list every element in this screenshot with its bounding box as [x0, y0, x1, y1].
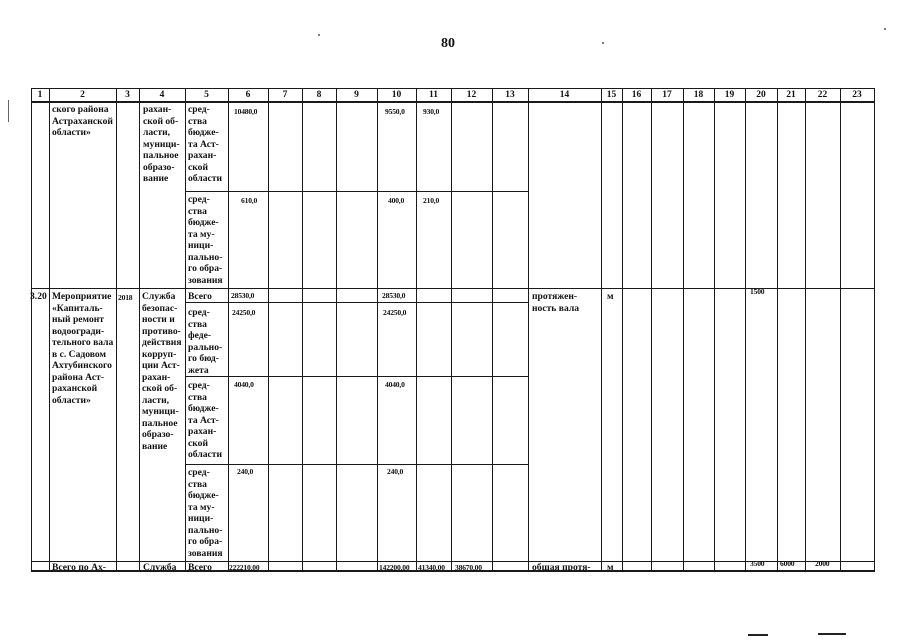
funding-source-line: области — [188, 449, 223, 460]
funding-source-line: та му- — [188, 501, 215, 513]
executor-line: корруп- — [142, 348, 177, 360]
column-header: 15 — [606, 90, 617, 100]
amount-cell: 38670,00 — [455, 563, 482, 572]
grid-line — [116, 88, 117, 570]
executor-line: ласти, — [143, 127, 171, 138]
column-header: 5 — [204, 90, 209, 100]
grid-line — [185, 464, 529, 465]
executor-line: ции Аст- — [142, 360, 180, 371]
indicator-line: общая протя- — [532, 562, 591, 573]
target-value: 1500 — [750, 287, 765, 296]
grid-line — [451, 88, 452, 570]
funding-source-line: сред- — [188, 467, 210, 478]
measure-name-line: водоогради- — [52, 325, 105, 337]
amount-cell: 610,0 — [241, 196, 258, 205]
grid-line — [139, 88, 140, 570]
grid-line — [49, 88, 50, 570]
funding-source-line: зования — [188, 274, 223, 286]
amount-cell: 222210,00 — [229, 563, 260, 572]
amount-cell: 142200,00 — [379, 563, 410, 572]
column-header: 18 — [693, 90, 704, 100]
amount-cell: 930,0 — [423, 107, 440, 116]
funding-source-line: ства — [188, 391, 207, 403]
funding-source-line: та Аст- — [188, 138, 219, 150]
grid-line — [185, 88, 186, 570]
measure-name-line: в с. Садовом — [52, 348, 107, 360]
funding-source-line: ства — [188, 205, 207, 217]
funding-source-line: сред- — [188, 104, 210, 115]
scan-speck — [602, 42, 604, 44]
indicator-line: протяжен- — [532, 291, 578, 302]
funding-source-line: области — [188, 173, 223, 184]
measure-name-line: ный ремонт — [52, 314, 104, 325]
funding-source-line: жета — [188, 364, 209, 376]
amount-cell: 28530,0 — [231, 291, 255, 300]
executor-line: рахан- — [143, 104, 172, 115]
scan-edge-mark — [748, 634, 768, 636]
executor-line: муници- — [143, 138, 180, 150]
amount-cell: 9550,0 — [385, 107, 405, 116]
executor-line: ласти, — [142, 394, 170, 406]
measure-name-line: Мероприятие — [52, 291, 112, 302]
amount-cell: 240,0 — [387, 467, 404, 476]
amount-cell: 28530,0 — [382, 291, 406, 300]
funding-source-line: бюдже- — [188, 217, 219, 228]
amount-cell: 24250,0 — [383, 308, 407, 317]
column-header: 12 — [466, 90, 477, 100]
amount-cell: 210,0 — [423, 196, 440, 205]
column-header: 17 — [662, 90, 672, 100]
funding-source-line: рахан- — [188, 426, 217, 437]
target-value: 2000 — [815, 559, 830, 568]
grid-line — [302, 88, 303, 570]
funding-source-line: та Аст- — [188, 414, 219, 426]
column-header: 23 — [852, 90, 862, 100]
grid-line — [31, 88, 875, 89]
amount-cell: 4040,0 — [385, 380, 405, 389]
executor-line: муници- — [142, 406, 179, 417]
funding-total-label: Всего — [188, 291, 212, 302]
funding-source-line: бюдже- — [188, 490, 219, 501]
grid-line — [377, 88, 378, 570]
measure-name-line: области» — [52, 394, 91, 406]
column-header: 2 — [80, 90, 85, 100]
column-header: 8 — [316, 90, 322, 100]
executor-line: пальное — [143, 150, 179, 161]
total-label: Всего по Ах- — [52, 562, 106, 573]
executor-line: вание — [143, 173, 169, 184]
funding-source-line: ници- — [188, 240, 214, 251]
grid-line — [185, 191, 529, 192]
program-name-line: ского района — [52, 104, 109, 115]
funding-source-line: сред- — [188, 307, 210, 318]
executor-line: образо- — [143, 161, 175, 173]
scan-margin-mark — [8, 100, 9, 122]
column-header: 16 — [631, 90, 642, 100]
column-header: 14 — [559, 90, 570, 100]
executor-line: безопас- — [142, 302, 178, 314]
executor-line: ской об- — [143, 115, 179, 127]
grid-line — [683, 88, 684, 570]
item-number: 3.20 — [30, 291, 47, 302]
funding-source-line: сред- — [188, 194, 210, 205]
grid-line — [651, 88, 652, 570]
measure-name-line: «Капиталь- — [52, 302, 103, 314]
grid-line — [185, 376, 529, 377]
grid-line — [714, 88, 715, 570]
grid-line — [416, 88, 417, 570]
funding-source-line: ской — [188, 437, 208, 449]
funding-source-line: рально- — [188, 341, 223, 353]
amount-cell: 400,0 — [388, 196, 405, 205]
column-header: 13 — [505, 90, 515, 100]
column-header: 19 — [724, 90, 735, 100]
column-header: 3 — [125, 90, 130, 100]
column-header: 22 — [817, 90, 828, 100]
measure-name-line: раханской — [52, 383, 98, 394]
measure-name-line: тельного вала — [52, 337, 114, 348]
funding-source-line: зования — [188, 547, 223, 559]
measure-name-line: Ахтубинского — [52, 360, 112, 371]
funding-total-label: Всего — [188, 562, 212, 573]
funding-source-line: пально- — [188, 524, 223, 536]
funding-source-line: бюдже- — [188, 403, 219, 414]
amount-cell: 4040,0 — [234, 380, 254, 389]
executor-line: действия — [142, 337, 182, 348]
target-value: 6000 — [780, 559, 795, 568]
grid-line — [31, 101, 875, 103]
executor-line: Служба — [143, 562, 177, 573]
funding-source-line: феде- — [188, 330, 212, 341]
indicator-line: ность вала — [532, 302, 580, 314]
page-number: 80 — [441, 36, 455, 51]
executor-line: вание — [142, 440, 168, 452]
year-cell: 2018 — [118, 293, 133, 302]
column-header: 9 — [354, 90, 359, 100]
grid-line — [777, 88, 778, 570]
funding-source-line: го обра- — [188, 263, 223, 274]
scan-speck — [884, 28, 886, 30]
funding-source-line: го бюд- — [188, 353, 219, 364]
grid-line — [528, 88, 529, 570]
executor-line: ской об- — [142, 383, 178, 394]
column-header: 11 — [429, 90, 438, 100]
grid-line — [805, 88, 806, 570]
program-name-line: Астраханской — [52, 115, 113, 127]
scan-speck — [318, 34, 320, 36]
funding-source-line: та му- — [188, 228, 215, 240]
scan-edge-mark — [818, 633, 846, 635]
grid-line — [492, 88, 493, 570]
funding-source-line: сред- — [188, 380, 210, 391]
column-header: 10 — [391, 90, 402, 100]
column-header: 1 — [37, 90, 43, 100]
amount-cell: 41340,00 — [418, 563, 445, 572]
amount-cell: 24250,0 — [232, 308, 256, 317]
funding-source-line: го обра- — [188, 536, 223, 547]
grid-line — [601, 88, 602, 570]
executor-line: противо- — [142, 325, 181, 337]
grid-line — [31, 288, 875, 289]
funding-source-line: пально- — [188, 251, 223, 263]
funding-source-line: ства — [188, 478, 207, 490]
measure-name-line: района Аст- — [52, 371, 105, 383]
column-header: 6 — [245, 90, 251, 100]
unit-cell: м — [607, 291, 614, 302]
amount-cell: 240,0 — [237, 467, 254, 476]
funding-source-line: ской — [188, 161, 208, 173]
grid-line — [840, 88, 841, 570]
column-header: 7 — [282, 90, 288, 100]
funding-source-line: рахан- — [188, 150, 217, 161]
executor-line: образо- — [142, 429, 174, 440]
target-value: 3500 — [750, 559, 765, 568]
program-name-line: области» — [52, 127, 91, 138]
executor-line: пальное — [142, 417, 178, 429]
funding-source-line: ници- — [188, 513, 214, 524]
funding-source-line: ства — [188, 115, 207, 127]
grid-line — [745, 88, 746, 570]
executor-line: рахан- — [142, 371, 171, 383]
grid-line — [336, 88, 337, 570]
grid-line — [31, 88, 32, 570]
amount-cell: 10480,0 — [234, 107, 258, 116]
funding-source-line: ства — [188, 318, 207, 330]
column-header: 20 — [756, 90, 766, 100]
column-header: 4 — [159, 90, 165, 100]
grid-line — [874, 88, 875, 570]
funding-source-line: бюдже- — [188, 127, 219, 138]
grid-line — [268, 88, 269, 570]
column-header: 21 — [786, 90, 796, 100]
grid-line — [185, 302, 529, 303]
executor-line: ности и — [142, 314, 175, 325]
grid-line — [228, 88, 229, 570]
executor-line: Служба — [142, 291, 176, 302]
unit-cell: м — [607, 562, 614, 573]
grid-line — [622, 88, 623, 570]
